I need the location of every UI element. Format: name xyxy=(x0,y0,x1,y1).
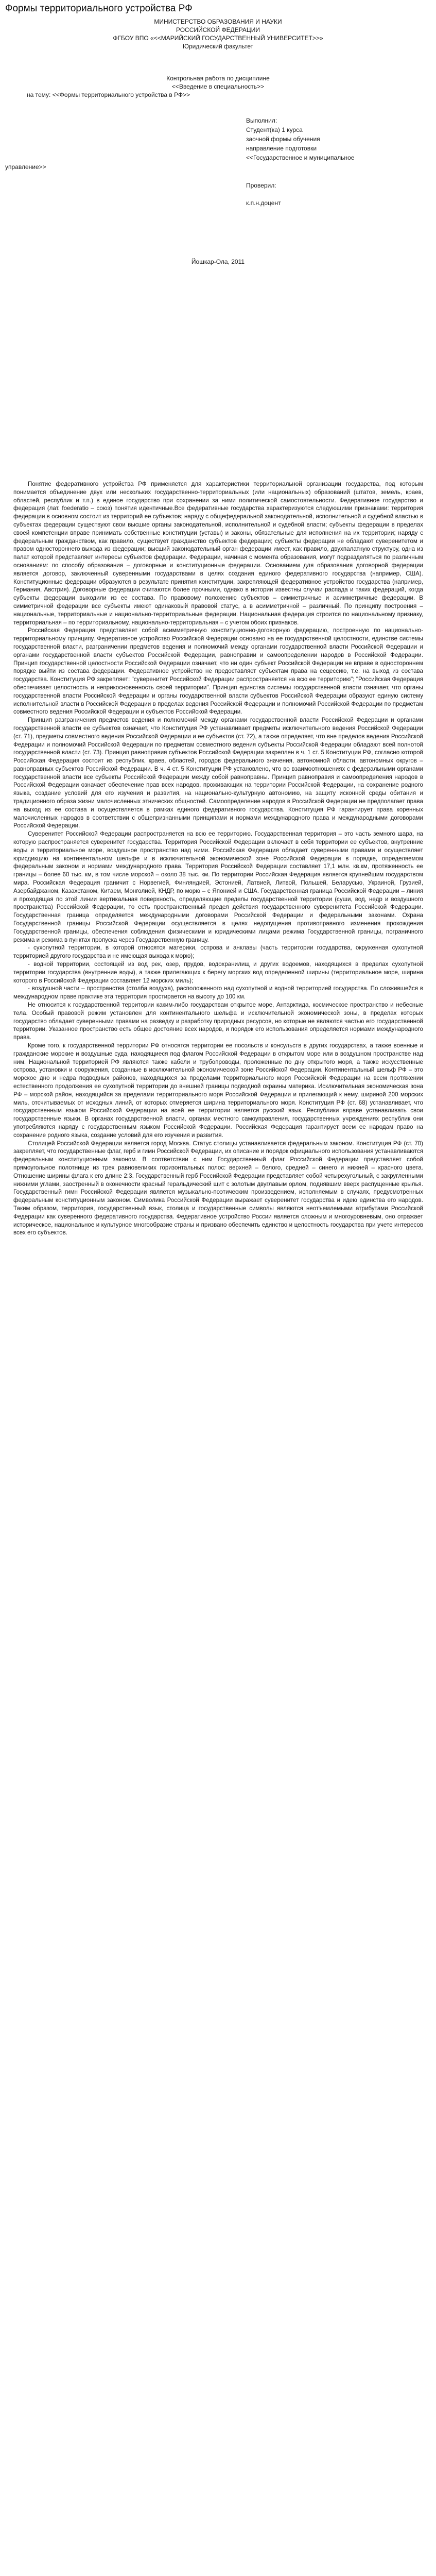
discipline: <<Введение в специальность>> xyxy=(171,83,265,90)
specialty-end: управление>> xyxy=(5,163,46,171)
work-topic: на тему: <<Формы территориального устройства в РФ>> xyxy=(27,91,190,98)
paragraph: - водной территории, состоящей из вод рек, озер, прудов, водохранилищ и других водоемов, находящихся в пределах сухопутной территории государства (внутренние воды), а также прилегающих к берегу морских вод определенной ширины (территориальное море, ширина которого в Российской Федерации составляет 12 морских миль); xyxy=(13,961,423,984)
paragraph: - воздушной части – пространства (столба воздуха), расположенного над сухопутной и водной территорией государства. По сложившейся в международном праве практике эта территория простирается на высоту до 100 км. xyxy=(13,985,423,1001)
ministry-line: МИНИСТЕРСТВО ОБРАЗОВАНИЯ И НАУКИ xyxy=(154,18,282,25)
paragraph: Принцип разграничения предметов ведения и полномочий между органами государственной власти Российской Федерации и органами государственной власти ее субъектов означает, что Конституция РФ устанавливает предметы исключительного ведения Российской Федерации (ст. 71), предметы совместного ведения Российской Федерации и ее субъектов (ст. 72), а также определяет, что вне пределов ведения Российской Федерации и полномочий Российской Федерации по предметам совместного ведения субъекты Российской Федерации обладают всей полнотой государственной власти (ст. 73). Принцип равноправия субъектов Российской Федерации закреплен в ч. 1 ст. 5 Конституции РФ, согласно которой Российская Федерация состоит из республик, краев, областей, городов федерального значения, автономной области, автономных округов – равноправных субъектов Российской Федерации. В ч. 4 ст. 5 Конституции РФ установлено, что во взаимоотношениях с федеральными органами государственной власти все субъекты Российской Федерации между собой равноправны. Принцип равноправия и самоопределения народов в Российской Федерации означает обеспечение прав всех народов, проживающих на территории Российской Федерации, на сохранение родного языка, создание условий для его изучения и развития, на национально-культурную автономию, на защиту исконной среды обитания и традиционного образа жизни малочисленных этнических общностей. Самоопределение народов в Российской Федерации не предполагает права на выход из ее состава и осуществляется в рамках единого федеративного государства. Конституция РФ гарантирует права коренных малочисленных народов в соответствии с общепризнанными принципами и нормами международного права и международными договорами Российской Федерации. xyxy=(13,717,423,829)
university-line: ФГБОУ ВПО «<<МАРИЙСКИЙ ГОСУДАРСТВЕННЫЙ УНИВЕРСИТЕТ>>» xyxy=(113,35,323,42)
work-type: Контрольная работа по дисциплине xyxy=(166,75,270,82)
checker-title: к.п.н.доцент xyxy=(246,199,281,207)
essay-body xyxy=(13,480,423,1237)
performer-label: Выполнил: xyxy=(246,117,277,124)
paragraph: - сухопутной территории, в которой относятся материки, острова и анклавы (часть территории государства, окруженная сухопутной территорией другого государства и не имеющая выхода к морю); xyxy=(13,944,423,960)
work-heading xyxy=(0,74,436,91)
checked-label: Проверил: xyxy=(246,182,276,189)
paragraph: Кроме того, к государственной территории РФ относятся территории ее посольств и консульств в других государствах, а также военные и гражданские морские и воздушные суда, находящиеся под флагом Российской Федерации в открытом море или в воздушном пространстве над ним. Национальной территорией РФ являются также кабели и трубопроводы, проложенные по дну открытого моря, а также искусственные острова, установки и сооружения, созданные в исключительной экономической зоне Российской Федерации. Континентальный шельф РФ – это морское дно и недра подводных районов, находящихся за пределами территориального моря Российской Федерации на всем протяжении естественного продолжения ее сухопутной территории до внешней границы подводной окраины материка. Исключительная экономическая зона РФ – морской район, находящийся за пределами территориального моря Российской Федерации и прилегающий к нему, шириной 200 морских миль, отсчитываемых от исходных линий, от которых отмеряется ширина территориального моря. Конституция РФ (ст. 68) устанавливает, что государственным языком Российской Федерации на всей ее территории является русский язык. Республики вправе устанавливать свои государственные языки. В органах государственной власти, органах местного самоуправления, государственных учреждениях республик они употребляются наряду с государственным языком Российской Федерации. Российская Федерация гарантирует всем ее народам право на сохранение родного языка, создание условий для его изучения и развития. xyxy=(13,1042,423,1139)
paragraph: Не относится к государственной территории каким-либо государствам открытое море, Антарктида, космическое пространство и небесные тела. Особый правовой режим установлен для континентального шельфа и исключительной экономической зоны, в пределах которых государство обладает суверенными правами на разведку и разработку природных ресурсов, но которые не являются частью его государственной территории. Указанное пространство есть общее достояние всех народов, и порядок его использования определяется нормами международного права. xyxy=(13,1002,423,1041)
faculty-line: Юридический факультет xyxy=(182,43,254,50)
document-title: Формы территориального устройства РФ xyxy=(5,3,193,14)
specialty: <<Государственное и муниципальное xyxy=(246,154,355,161)
city-year: Йошкар-Ола, 2011 xyxy=(191,258,245,265)
paragraph: Российская Федерация представляет собой асимметричную конституционно-договорную федерацию, построенную по национально-территориальному принципу. Федеративное устройство Российской Федерации основано на ее государственной целостности, единстве системы государственной власти, разграничении предметов ведения и полномочий между органами государственной власти Российской Федерации и органами государственной власти субъектов Российской Федерации, равноправии и самоопределении народов в Российской Федерации. Принцип государственной целостности Российской Федерации означает, что ни один субъект Российской Федерации не вправе в одностороннем порядке выйти из состава федерации. Федеративное устройство не предоставляет субъектам права на сецессию, т.е. на выход из состава государства. Конституция РФ закрепляет: "суверенитет Российской Федерации распространяется на всю ее территорию"; "Российская Федерация обеспечивает целостность и неприкосновенность своей территории". Принцип единства системы государственной власти означает, что органы государственной власти Российской Федерации и органы государственной власти субъектов Российской Федерации образуют единую систему исполнительной власти в Российской Федерации в пределах ведения Российской Федерации и полномочий Российской Федерации по предметам совместного ведения Российской Федерации и субъектов Российской Федерации. xyxy=(13,627,423,716)
paragraph: Суверенитет Российской Федерации распространяется на всю ее территорию. Государственная территория – это часть земного шара, на которую распространяется суверенитет государства. Территория Российской Федерации включает в себя территории ее субъектов, внутренние воды и территориальное море, воздушное пространство над ними. Российская Федерация обладает суверенными правами и осуществляет юрисдикцию на континентальном шельфе и в исключительной экономической зоне Российской Федерации в порядке, определяемом федеральным законом и нормами международного права. Территория Российской Федерации составляет 17,1 млн. кв.км, протяженность ее границы – более 60 тыс. км, в том числе морской – около 38 тыс. км. По территории Российская Федерация является крупнейшим государством мира. Российская Федерация граничит с Норвегией, Финляндией, Эстонией, Латвией, Литвой, Польшей, Беларусью, Украиной, Грузией, Азербайджаном, Казахстаном, Китаем, Монголией, КНДР, по морю – с Японией и США. Государственная граница Российской Федерации – линия и проходящая по этой линии вертикальная поверхность, определяющие пределы государственной территории (суши, вод, недр и воздушного пространства) Российской Федерации, то есть пространственный предел действия государственного суверенитета Российской Федерации. Государственная граница определяется международными договорами Российской Федерации и федеральными законами. Охрана Государственной границы Российской Федерации осуществляется в целях недопущения противоправного изменения прохождения Государственной границы, обеспечения соблюдения физическими и юридическими лицами режима Государственной границы, пограничного режима и режима в пунктах пропуска через Государственную границу. xyxy=(13,831,423,943)
paragraph: Понятие федеративного устройства РФ применяется для характеристики территориальной организации государства, под которым понимается объединение двух или нескольких государственно-территориальных (или национальных) образований (штатов, земель, краев, областей, республик и т.п.) в единое государство при сохранении за ними политической самостоятельности. Федеративное государство и федерация (лат. foederatio – союз) понятия идентичные.Все федеративные государства характеризуются следующими признаками: территория федерации в основном состоит из территорий ее субъектов; наряду с общефедеральной законодательной, исполнительной и судебной властью в субъектах федерации существуют свои высшие органы законодательной, исполнительной и судебной власти; субъекты федерации в пределах своей компетенции вправе принимать собственные конституции (уставы) и законы, обязательные для исполнения на их территории; наряду с федеральным гражданством, как правило, существует гражданство субъектов федерации; субъекты федерации не обладают суверенитетом и правом одностороннего выхода из федерации; высший законодательный орган федерации имеет, как правило, двухпалатную структуру, одна из палат которой представляет интересы субъектов федерации. Федерации, начиная с момента образования, могут подразделяться по различным основаниям: по способу образования – договорные и конституционные федерации. Основанием для образования договорной федерации является договор, заключенный суверенными государствами в целях создания единого федеративного государства (например, США). Конституционные федерации образуются в результате принятия конституции, закрепляющей федеративное устройство государства (например, Германия, Австрия). Договорные федерации считаются более прочными, однако в истории известны случаи распада и таких федераций, когда субъекты федерации выходили из ее состава. По правовому положению субъектов – симметричные и асимметричные федерации. В симметричной федерации все субъекты имеют одинаковый правовой статус, а в асимметричной – различный. По принципу построения – национальные, территориальные и национально-территориальные федерации. Национальная федерация строится по национальному признаку, территориальная – по территориальному, национально-территориальная – с учетом обоих признаков. xyxy=(13,481,423,626)
study-form: заочной формы обучения xyxy=(246,135,320,143)
study-direction: направление подготовки xyxy=(246,145,317,152)
paragraph: Столицей Российской Федерации является город Москва. Статус столицы устанавливается федеральным законом. Конституция РФ (ст. 70) закрепляет, что государственные флаг, герб и гимн Российской Федерации, их описание и порядок официального использования устанавливаются федеральным конституционным законом. В соответствии с ним Государственный флаг Российской Федерации представляет собой прямоугольное полотнище из трех равновеликих горизонтальных полос: верхней – белого, средней – синего и нижней – красного цвета. Отношение ширины флага к его длине 2:3. Государственный герб Российской Федерации представляет собой четырехугольный, с закругленными нижними углами, заостренный в оконечности красный геральдический щит с золотым двуглавым орлом, поднявшим вверх распущенные крылья. Государственный гимн Российской Федерации является музыкально-поэтическим произведением, исполняемым в случаях, предусмотренных федеральным конституционным законом. Символика Российской Федерации выражает суверенитет государства и идею единства его народов. Таким образом, территория, государственный язык, столица и государственные символы являются неотъемлемыми атрибутами Российской Федерации как суверенного федеративного государства. Федеративное устройство России является сложным и многоуровневым, оно отражает историческое, национальное и культурное многообразие страны и призвано обеспечить единство и целостность государства при учете интересов всех его субъектов. xyxy=(13,1140,423,1236)
student-course: Студент(ка) 1 курса xyxy=(246,126,303,133)
federation-line: РОССИЙСКОЙ ФЕДЕРАЦИИ xyxy=(176,26,260,33)
university-header xyxy=(0,18,436,50)
